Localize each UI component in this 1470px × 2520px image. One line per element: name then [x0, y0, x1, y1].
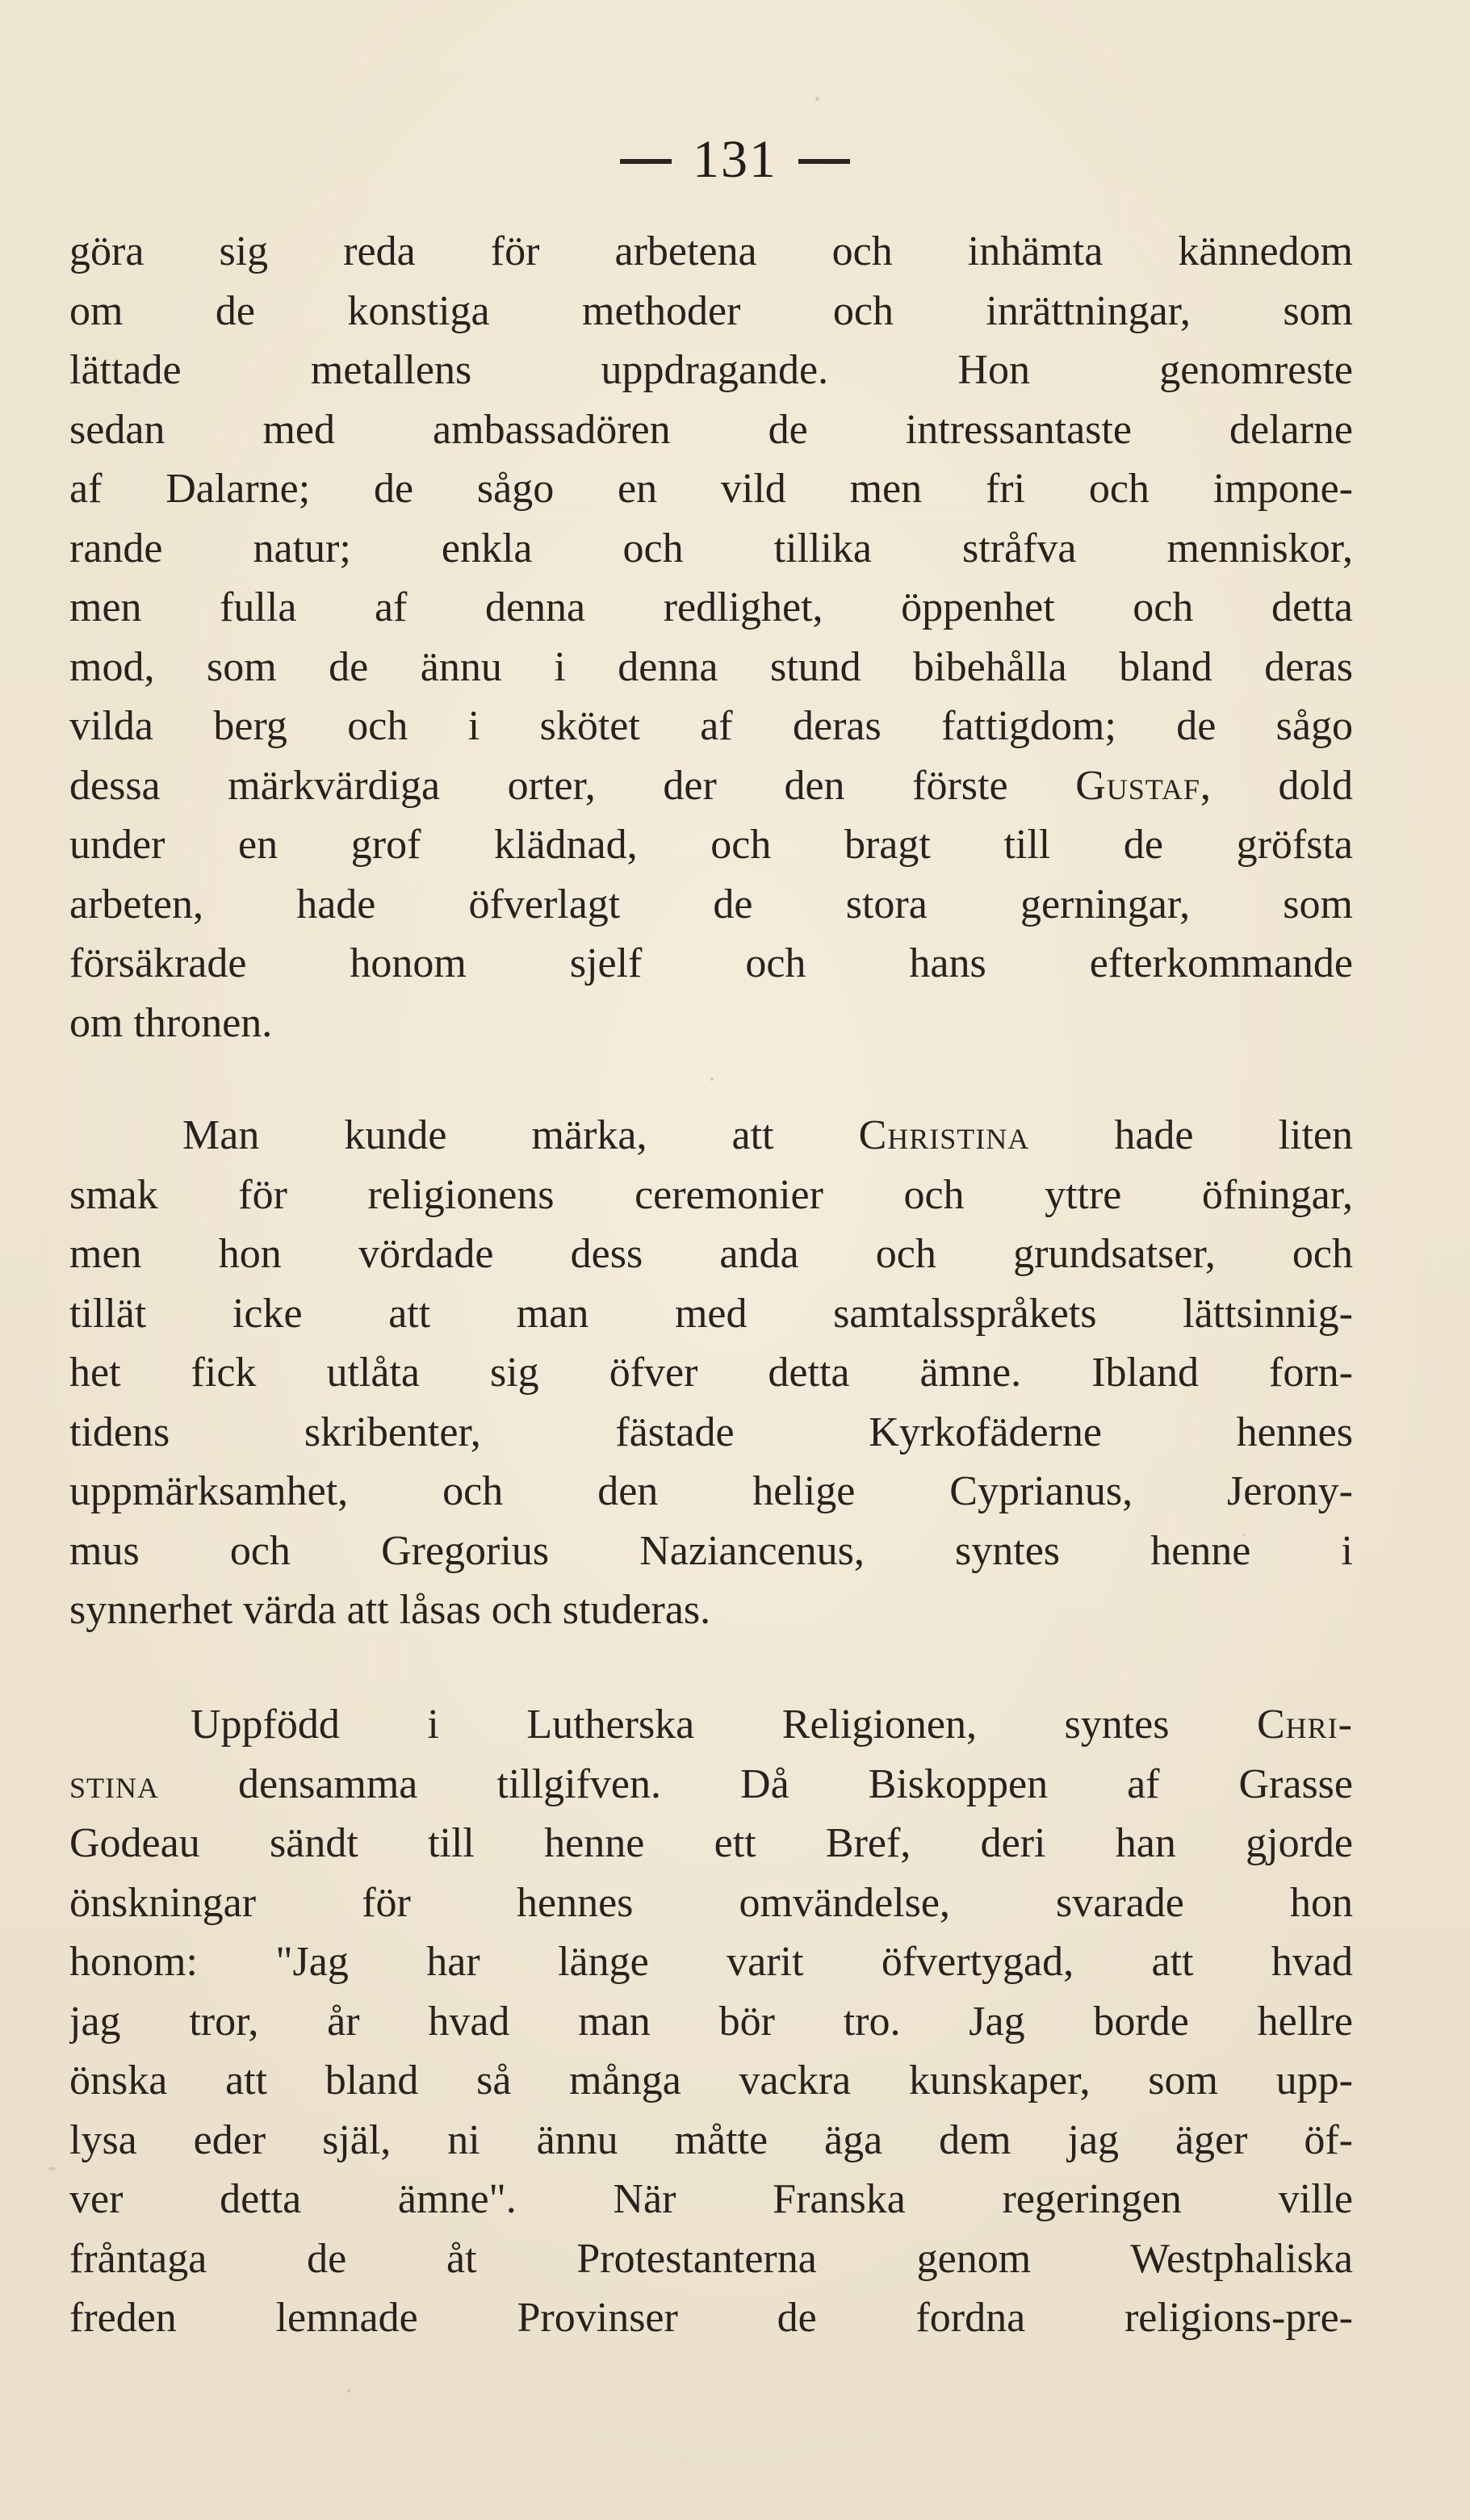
text-line: tillät icke att man med samtalsspråkets lättsinnig- [69, 1290, 1353, 1337]
paper-speck [710, 1078, 714, 1081]
text-line: mod, som de ännu i denna stund bibehålla bland deras [69, 643, 1353, 690]
text-line: rande natur; enkla och tillika stråfva menniskor, [69, 525, 1353, 571]
text-line: honom: "Jag har länge varit öfvertygad, att hvad [69, 1939, 1353, 1985]
text-line: under en grof klädnad, och bragt till de gröfsta [69, 822, 1353, 868]
page-number-value: 131 [693, 130, 777, 189]
text-line: lysa eder själ, ni ännu måtte äga dem jag äger öf- [69, 2116, 1353, 2163]
text-line: het fick utlåta sig öfver detta ämne. Ibland forn- [69, 1350, 1353, 1396]
paragraph-1 [69, 222, 1353, 1053]
paragraph-2 [69, 1106, 1353, 1640]
text-line: uppmärksamhet, och den helige Cyprianus, Jerony- [69, 1468, 1353, 1514]
text-line: lättade metallens uppdragande. Hon genomreste [69, 347, 1353, 393]
text-line: ver detta ämne". När Franska regeringen ville [69, 2176, 1353, 2222]
text-line: försäkrade honom sjelf och hans efterkommande [69, 940, 1353, 986]
text-line: om de konstiga methoder och inrättningar, som [69, 287, 1353, 334]
text-line: arbeten, hade öfverlagt de stora gerningar, som [69, 881, 1353, 927]
text-line: af Dalarne; de sågo en vild men fri och impone- [69, 466, 1353, 512]
text-line: men hon vördade dess anda och grundsatser, och [69, 1231, 1353, 1277]
paper-speck [815, 97, 819, 101]
text-line: mus och Gregorius Naziancenus, syntes henne i [69, 1527, 1353, 1574]
text-line: tidens skribenter, fästade Kyrkofäderne hennes [69, 1409, 1353, 1455]
text-line: stina densamma tillgifven. Då Biskoppen af Grasse [69, 1760, 1353, 1807]
text-line: jag tror, år hvad man bör tro. Jag borde hellre [69, 1998, 1353, 2045]
text-line: sedan med ambassadören de intressantaste delarne [69, 406, 1353, 453]
paper-speck [48, 2167, 56, 2170]
page-header [0, 129, 1470, 190]
text-line: önskningar för hennes omvändelse, svarade hon [69, 1879, 1353, 1926]
header-dash-left [620, 159, 672, 164]
paper-speck [347, 2389, 350, 2392]
text-line: vilda berg och i skötet af deras fattigdom; de sågo [69, 703, 1353, 749]
text-line: Godeau sändt till henne ett Bref, deri han gjorde [69, 1820, 1353, 1866]
text-line: men fulla af denna redlighet, öppenhet och detta [69, 584, 1353, 630]
text-line: freden lemnade Provinser de fordna religions-pre- [69, 2295, 1353, 2341]
text-line: om thronen. [69, 999, 273, 1046]
text-line: fråntaga de åt Protestanterna genom Westphaliska [69, 2235, 1353, 2282]
header-dash-right [798, 159, 850, 164]
text-line: synnerhet värda att låsas och studeras. [69, 1587, 711, 1633]
text-line: göra sig reda för arbetena och inhämta kännedom [69, 228, 1353, 274]
text-line: önska att bland så många vackra kunskaper, som upp- [69, 2057, 1353, 2103]
text-line: Uppfödd i Lutherska Religionen, syntes Chri- [191, 1702, 1353, 1748]
text-line: Man kunde märka, att Christina hade liten [182, 1112, 1353, 1158]
paragraph-3 [69, 1695, 1353, 2348]
text-line: smak för religionens ceremonier och yttre öfningar, [69, 1171, 1353, 1218]
text-line: dessa märkvärdiga orter, der den förste Gustaf, dold [69, 762, 1353, 809]
